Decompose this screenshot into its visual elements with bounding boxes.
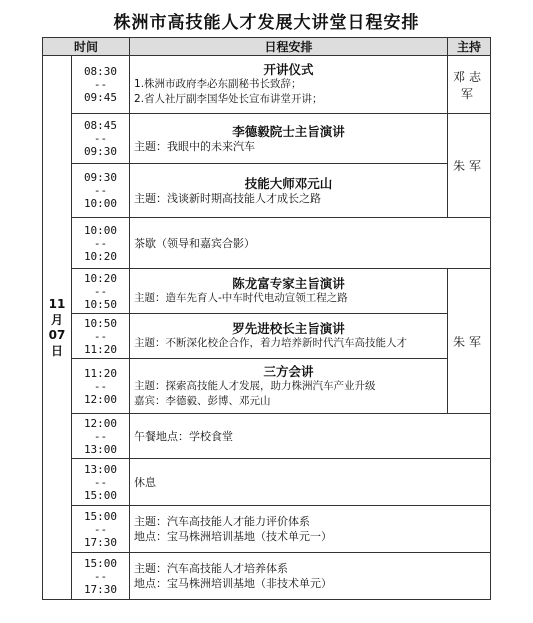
start-time: 09:30 [83,171,118,184]
time-separator: -- [93,522,108,536]
program-line: 午餐地点：学校食堂 [134,429,234,443]
table-row [43,459,491,506]
program-line: 2.省人社厅副李国华处长宣布讲堂开讲； [134,93,323,105]
start-time: 08:30 [83,65,118,78]
program-line: 茶歇（领导和嘉宾合影） [134,236,256,250]
time-cell [72,114,130,164]
end-time: 17:30 [83,535,118,549]
host-header: 主持 [448,38,491,56]
time-separator: -- [93,475,108,489]
program-line: 主题：不断深化校企合作，着力培养新时代汽车高技能人才 [134,337,408,349]
program-line: 主题：我眼中的未来汽车 [134,139,256,153]
end-time: 15:00 [83,488,118,502]
time-cell [72,359,130,414]
date-label: 11月07日 [48,296,66,358]
host-cell: 朱军 [448,114,491,218]
schedule-header: 日程安排 [130,38,448,56]
time-cell [72,164,130,218]
program-cell [130,506,491,553]
end-time: 11:20 [83,342,118,356]
time-separator: -- [93,184,108,197]
end-time: 17:30 [83,582,118,596]
schedule-table [42,37,491,600]
start-time: 10:20 [83,271,118,285]
table-row [43,553,491,600]
table-row [43,218,491,269]
end-time: 10:20 [83,249,118,263]
program-cell [130,164,448,218]
program-line: 地点：宝马株洲培训基地（技术单元一） [134,530,333,543]
start-time: 10:00 [83,223,118,237]
time-header: 时间 [43,38,130,56]
program-cell [130,314,448,359]
end-time: 10:00 [83,197,118,210]
program-line: 主题：汽车高技能人才能力评价体系 [134,515,311,528]
time-cell [72,269,130,314]
table-row [43,414,491,459]
date-cell [43,56,72,600]
program-title: 技能大师邓元山 [244,175,333,191]
table-row [43,314,491,359]
time-separator: -- [93,132,108,145]
time-separator: -- [93,284,108,298]
time-cell [72,506,130,553]
program-title: 开讲仪式 [263,62,314,77]
program-title: 三方会讲 [263,363,314,379]
start-time: 08:45 [83,119,118,132]
host-cell: 邓志军 [448,56,491,114]
end-time: 13:00 [83,442,118,456]
table-row [43,114,491,164]
time-cell [72,56,130,114]
time-separator: -- [93,236,108,250]
program-cell [130,553,491,600]
table-row [43,269,491,314]
time-cell [72,414,130,459]
program-cell [130,218,491,269]
start-time: 11:20 [83,366,118,380]
table-row [43,506,491,553]
page-title: 株洲市高技能人才发展大讲堂日程安排 [113,13,420,33]
program-cell [130,459,491,506]
table-row [43,359,491,414]
time-cell [72,218,130,269]
time-separator: -- [93,379,108,393]
time-separator: -- [93,429,108,443]
program-line: 休息 [134,475,157,489]
program-title: 罗先进校长主旨演讲 [232,321,345,336]
start-time: 12:00 [83,416,118,430]
end-time: 12:00 [83,392,118,406]
program-line: 地点：宝马株洲培训基地（非技术单元） [134,577,333,590]
program-cell [130,114,448,164]
end-time: 09:30 [83,145,118,158]
program-line: 1.株洲市政府李必东副秘书长致辞； [134,78,302,90]
end-time: 10:50 [83,297,118,311]
start-time: 15:00 [83,509,118,523]
start-time: 13:00 [83,462,118,476]
time-separator: -- [93,78,108,91]
program-line: 嘉宾：李德毅、彭博、邓元山 [134,394,271,407]
start-time: 10:50 [83,316,118,330]
time-separator: -- [93,329,108,343]
end-time: 09:45 [83,91,118,104]
program-title: 陈龙富专家主旨演讲 [232,276,345,291]
time-separator: -- [93,569,108,583]
program-line: 主题：汽车高技能人才培养体系 [134,562,289,575]
time-cell [72,459,130,506]
program-cell [130,414,491,459]
program-cell [130,269,448,314]
program-line: 主题：造车先育人-中车时代电动宣领工程之路 [134,292,348,304]
program-cell [130,56,448,114]
program-line: 主题：浅谈新时期高技能人才成长之路 [134,191,322,205]
program-title: 李德毅院士主旨演讲 [232,123,345,139]
time-cell [72,553,130,600]
table-row [43,56,491,114]
start-time: 15:00 [83,556,118,570]
time-cell [72,314,130,359]
table-row [43,164,491,218]
host-cell: 朱军 [448,269,491,414]
program-cell [130,359,448,414]
program-line: 主题：探索高技能人才发展，助力株洲汽车产业升级 [134,379,376,392]
header-row [43,38,491,56]
